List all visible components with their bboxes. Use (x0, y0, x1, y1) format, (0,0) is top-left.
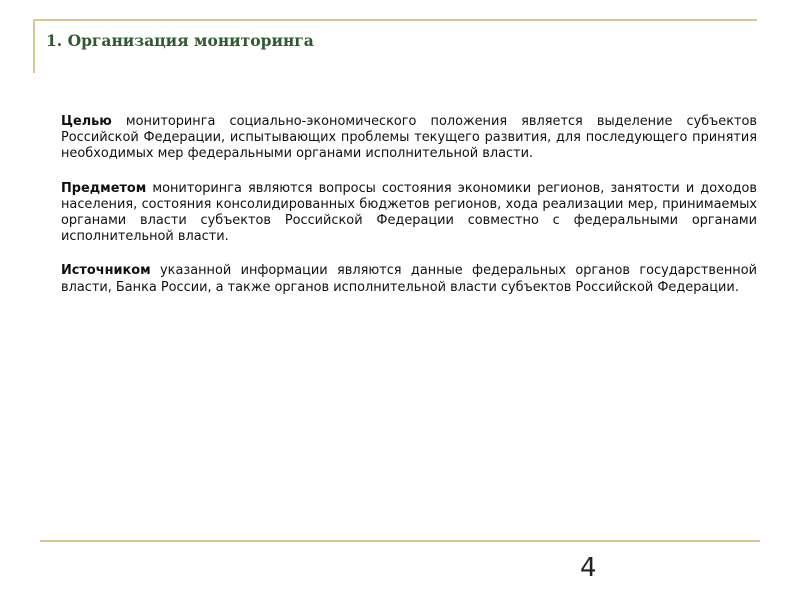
paragraph-source (61, 263, 757, 295)
paragraph-text: мониторинга являются вопросы состояния экономики регионов, занятости и доходов населения, состояния консолидированных бюджетов регионов, хода реализации мер, принимаемых органами власти субъектов Российской Федерации совместно с федеральными органами исполнительной власти. (61, 180, 757, 245)
paragraph-text: мониторинга социально-экономического положения является выделение субъектов Российской Федерации, испытывающих проблемы текущего развития, для последующего принятия необходимых мер федеральными органами исполнительной власти. (61, 114, 757, 162)
slide-title: 1. Организация мониторинга (46, 31, 314, 50)
paragraph-lead: Источником (61, 263, 151, 279)
paragraph-lead: Предметом (61, 180, 147, 196)
paragraph-goal (61, 114, 757, 163)
bottom-divider-line (40, 540, 760, 542)
paragraph-subject (61, 181, 757, 246)
slide-body (61, 114, 757, 314)
page-number: 4 (580, 553, 597, 583)
paragraph-text: указанной информации являются данные федеральных органов государственной власти, Банка России, а также органов исполнительной власти субъектов Российской Федерации. (61, 263, 757, 295)
left-accent-line (33, 19, 35, 73)
top-divider-line (33, 19, 757, 21)
paragraph-lead: Целью (61, 114, 112, 129)
